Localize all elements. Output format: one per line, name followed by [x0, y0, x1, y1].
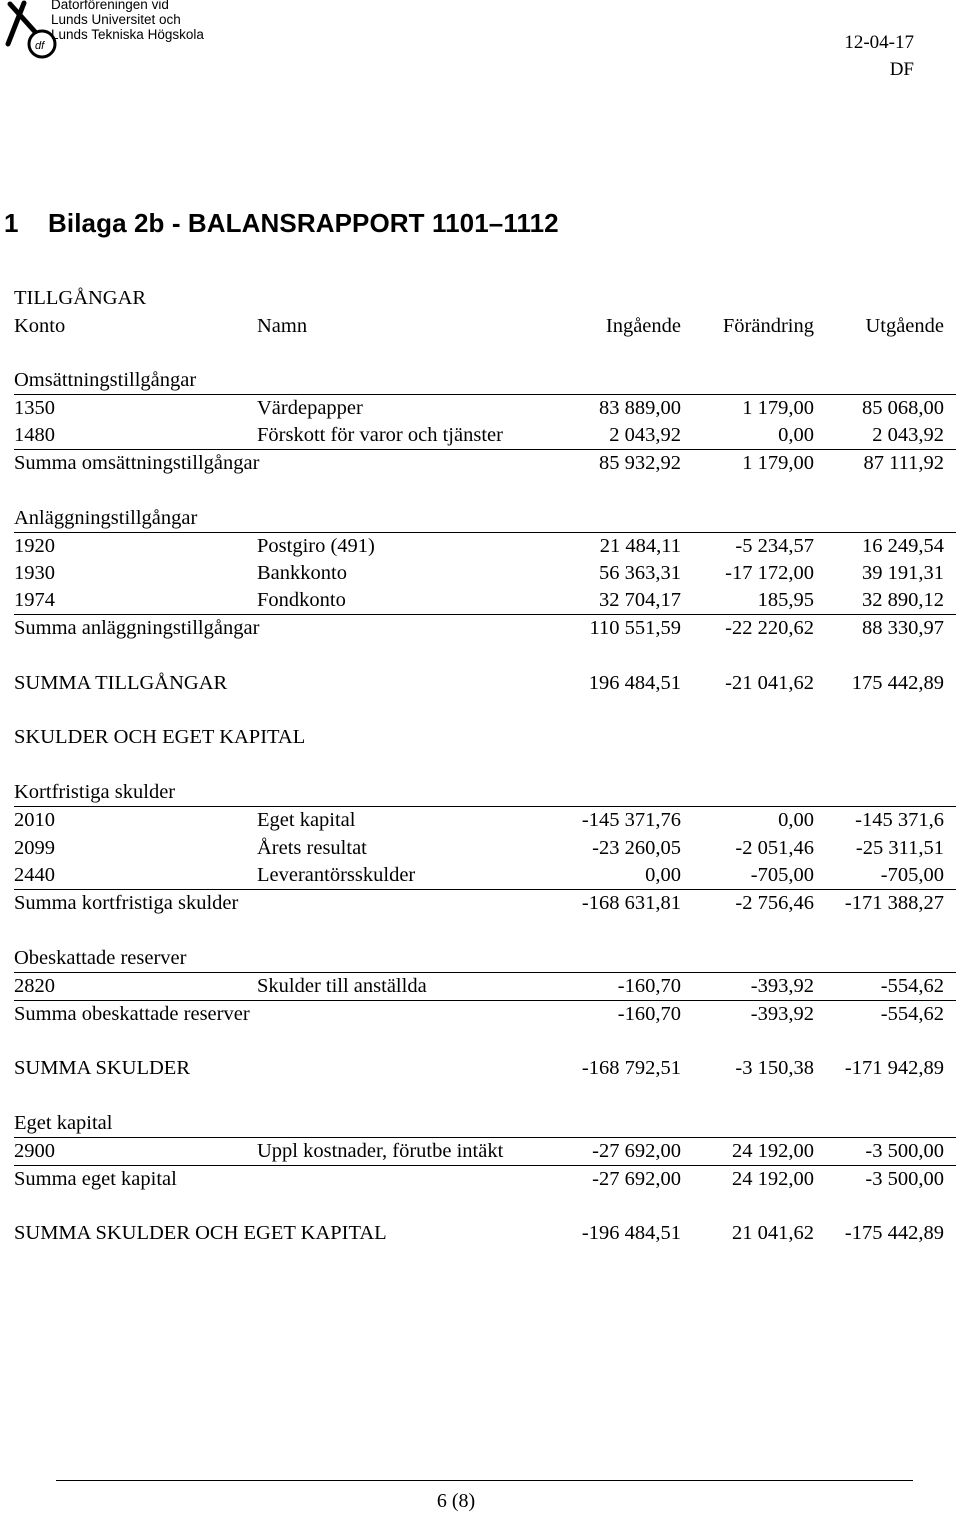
row-ingaende: 56 363,31: [599, 562, 681, 584]
total-ingaende: -168 792,51: [581, 1057, 681, 1079]
row-konto: 1480: [14, 424, 55, 446]
row-forandring: 185,95: [757, 589, 814, 611]
footer-divider: [56, 1480, 913, 1481]
section-heading: Omsättningstillgångar: [14, 369, 197, 391]
row-namn: Leverantörsskulder: [257, 864, 416, 886]
org-line-2: Lunds Universitet och: [51, 12, 181, 27]
divider: [14, 1137, 956, 1138]
sum-ingaende: 110 551,59: [589, 617, 681, 639]
row-konto: 1974: [14, 589, 55, 611]
col-namn: Namn: [257, 315, 308, 337]
divider: [14, 806, 956, 807]
col-utgaende: Utgående: [865, 315, 944, 337]
sum-label: Summa eget kapital: [14, 1168, 177, 1190]
sum-ingaende: 85 932,92: [599, 452, 681, 474]
row-konto: 2099: [14, 837, 55, 859]
total-label: SUMMA TILLGÅNGAR: [14, 672, 228, 694]
row-utgaende: -3 500,00: [865, 1140, 944, 1162]
row-namn: Skulder till anställda: [257, 975, 427, 997]
org-line-3: Lunds Tekniska Högskola: [51, 27, 204, 42]
row-forandring: 1 179,00: [742, 397, 814, 419]
total-utgaende: 175 442,89: [851, 672, 944, 694]
sum-forandring: -393,92: [750, 1003, 814, 1025]
row-ingaende: 83 889,00: [599, 397, 681, 419]
row-utgaende: -145 371,6: [855, 809, 944, 831]
sum-ingaende: -160,70: [617, 1003, 681, 1025]
section-heading: Eget kapital: [14, 1112, 113, 1134]
sum-ingaende: -27 692,00: [592, 1168, 681, 1190]
org-line-1: Datorföreningen vid: [51, 0, 169, 12]
sum-label: Summa kortfristiga skulder: [14, 892, 239, 914]
divider: [14, 532, 956, 533]
sum-label: Summa obeskattade reserver: [14, 1003, 250, 1025]
total-forandring: -21 041,62: [725, 672, 814, 694]
row-konto: 1350: [14, 397, 55, 419]
divider: [14, 1165, 956, 1166]
section-heading: Kortfristiga skulder: [14, 781, 176, 803]
logo-text: df: [35, 40, 45, 52]
col-forandring: Förändring: [722, 315, 814, 337]
row-konto: 1930: [14, 562, 55, 584]
row-konto: 1920: [14, 535, 55, 557]
sum-utgaende: -3 500,00: [865, 1168, 944, 1190]
col-konto: Konto: [14, 315, 66, 337]
total-utgaende: -171 942,89: [844, 1057, 944, 1079]
skulder-heading: SKULDER OCH EGET KAPITAL: [14, 726, 306, 748]
tillgangar-heading: TILLGÅNGAR: [14, 287, 147, 309]
row-konto: 2900: [14, 1140, 55, 1162]
row-namn: Postgiro (491): [257, 535, 375, 557]
row-forandring: 0,00: [778, 809, 814, 831]
sum-ingaende: -168 631,81: [581, 892, 681, 914]
sum-utgaende: 88 330,97: [862, 617, 944, 639]
sum-utgaende: -554,62: [880, 1003, 944, 1025]
row-utgaende: 16 249,54: [862, 535, 944, 557]
row-namn: Bankkonto: [257, 562, 347, 584]
divider: [14, 394, 956, 395]
sum-utgaende: -171 388,27: [844, 892, 944, 914]
header-date: 12-04-17: [844, 32, 914, 53]
row-konto: 2440: [14, 864, 55, 886]
row-namn: Uppl kostnader, förutbe intäkt: [257, 1140, 504, 1162]
row-namn: Fondkonto: [257, 589, 346, 611]
row-konto: 2010: [14, 809, 55, 831]
row-ingaende: 21 484,11: [599, 535, 681, 557]
col-ingaende: Ingående: [605, 315, 681, 337]
row-forandring: -2 051,46: [735, 837, 814, 859]
divider: [14, 972, 956, 973]
row-konto: 2820: [14, 975, 55, 997]
grand-total-utgaende: -175 442,89: [844, 1222, 944, 1244]
sum-forandring: -22 220,62: [725, 617, 814, 639]
row-forandring: -705,00: [750, 864, 814, 886]
row-utgaende: 32 890,12: [862, 589, 944, 611]
header-initials: DF: [889, 59, 914, 80]
row-utgaende: 2 043,92: [872, 424, 944, 446]
row-utgaende: -554,62: [880, 975, 944, 997]
row-utgaende: -705,00: [880, 864, 944, 886]
row-utgaende: 39 191,31: [862, 562, 944, 584]
total-forandring: -3 150,38: [735, 1057, 814, 1079]
row-forandring: -17 172,00: [725, 562, 814, 584]
sum-label: Summa omsättningstillgångar: [14, 452, 260, 474]
total-ingaende: 196 484,51: [588, 672, 681, 694]
row-ingaende: -160,70: [617, 975, 681, 997]
row-forandring: 24 192,00: [732, 1140, 814, 1162]
grand-total-forandring: 21 041,62: [732, 1222, 814, 1244]
section-heading: Anläggningstillgångar: [14, 507, 198, 529]
divider: [14, 1000, 956, 1001]
divider: [14, 889, 956, 890]
divider: [14, 614, 956, 615]
sum-forandring: -2 756,46: [735, 892, 814, 914]
row-forandring: 0,00: [778, 424, 814, 446]
row-utgaende: 85 068,00: [862, 397, 944, 419]
row-ingaende: -23 260,05: [592, 837, 681, 859]
sum-forandring: 1 179,00: [742, 452, 814, 474]
total-label: SUMMA SKULDER: [14, 1057, 190, 1079]
row-namn: Förskott för varor och tjänster: [257, 424, 503, 446]
page-title: [4, 208, 559, 239]
row-ingaende: 2 043,92: [609, 424, 681, 446]
sum-label: Summa anläggningstillgångar: [14, 617, 260, 639]
grand-total-label: SUMMA SKULDER OCH EGET KAPITAL: [14, 1222, 387, 1244]
sum-utgaende: 87 111,92: [863, 452, 944, 474]
row-ingaende: 32 704,17: [599, 589, 681, 611]
row-ingaende: -27 692,00: [592, 1140, 681, 1162]
section-heading: Obeskattade reserver: [14, 947, 187, 969]
row-namn: Eget kapital: [257, 809, 356, 831]
row-ingaende: -145 371,76: [581, 809, 681, 831]
grand-total-ingaende: -196 484,51: [581, 1222, 681, 1244]
row-forandring: -5 234,57: [735, 535, 814, 557]
row-ingaende: 0,00: [645, 864, 681, 886]
divider: [14, 449, 956, 450]
section-title: Bilaga 2b - BALANSRAPPORT 1101–1112: [48, 208, 559, 238]
row-forandring: -393,92: [750, 975, 814, 997]
sum-forandring: 24 192,00: [732, 1168, 814, 1190]
section-number: 1: [4, 208, 19, 238]
row-namn: Årets resultat: [257, 837, 367, 859]
row-utgaende: -25 311,51: [855, 837, 944, 859]
page-number: 6 (8): [436, 1490, 476, 1512]
row-namn: Värdepapper: [257, 397, 363, 419]
